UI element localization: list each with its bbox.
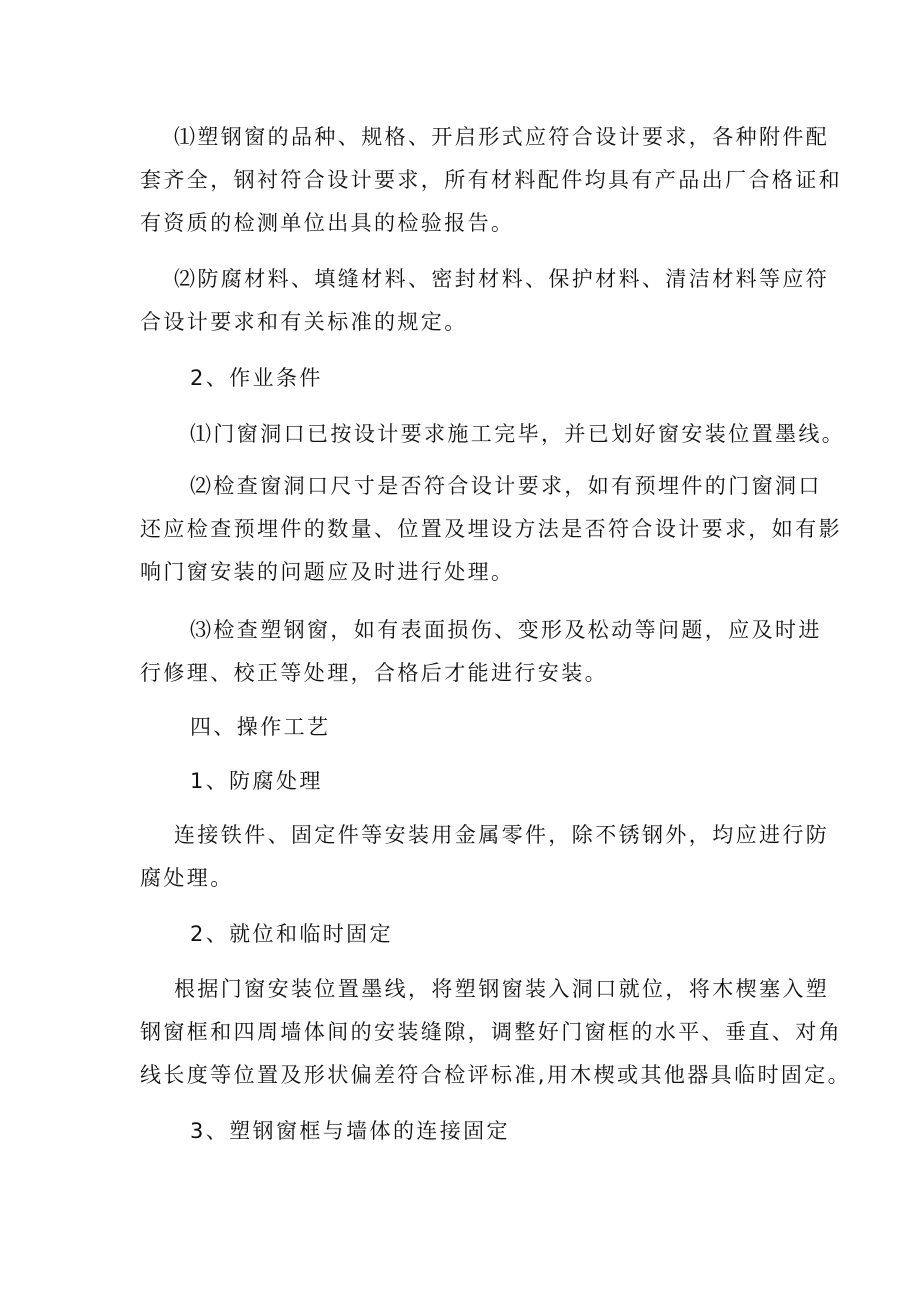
- text-line: 有资质的检测单位出具的检验报告。: [140, 211, 515, 235]
- heading-process: [140, 706, 800, 749]
- paragraph-anticorrosion: [140, 814, 830, 900]
- text-line: 还应检查预埋件的数量、位置及埋设方法是否符合设计要求，如有影: [140, 517, 842, 541]
- text-line: 行修理、校正等处理，合格后才能进行安装。: [140, 661, 608, 685]
- heading-positioning: [140, 913, 800, 956]
- text-line: ⑵检查窗洞口尺寸是否符合设计要求，如有预埋件的门窗洞口: [190, 474, 822, 498]
- paragraph-material-requirements: [140, 116, 842, 245]
- heading-work-conditions: [140, 357, 800, 400]
- paragraph-check-opening: [140, 465, 842, 594]
- text-line: 连接铁件、固定件等安装用金属零件，除不锈钢外，均应进行防: [174, 823, 830, 847]
- text-line: ⑵防腐材料、填缝材料、密封材料、保护材料、清洁材料等应符: [174, 267, 830, 291]
- heading-connection: [140, 1110, 800, 1153]
- text-line: 响门窗安装的问题应及时进行处理。: [140, 560, 515, 584]
- text-line: 套齐全，钢衬符合设计要求，所有材料配件均具有产品出厂合格证和: [140, 168, 842, 192]
- paragraph-auxiliary-materials: [140, 258, 830, 344]
- text-line: 根据门窗安装位置墨线，将塑钢窗装入洞口就位，将木楔塞入塑: [174, 977, 830, 1001]
- paragraph-positioning: [140, 968, 852, 1097]
- heading-anticorrosion: [140, 760, 800, 803]
- paragraph-opening-ready: [140, 413, 846, 456]
- heading-text: 1、防腐处理: [190, 769, 323, 793]
- text-line: ⑴塑钢窗的品种、规格、开启形式应符合设计要求，各种附件配: [174, 125, 830, 149]
- paragraph-check-window: [140, 609, 822, 695]
- heading-text: 四、操作工艺: [190, 715, 331, 739]
- text-line: ⑴门窗洞口已按设计要求施工完毕，并已划好窗安装位置墨线。: [190, 422, 846, 446]
- text-line: ⑶检查塑钢窗，如有表面损伤、变形及松动等问题，应及时进: [190, 618, 822, 642]
- text-line: 线长度等位置及形状偏差符合检评标准,用木楔或其他器具临时固定。: [140, 1063, 852, 1087]
- heading-text: 3、塑钢窗框与墙体的连接固定: [190, 1119, 510, 1143]
- text-line: 合设计要求和有关标准的规定。: [140, 310, 468, 334]
- text-line: 钢窗框和四周墙体间的安装缝隙，调整好门窗框的水平、垂直、对角: [140, 1020, 842, 1044]
- heading-text: 2、作业条件: [190, 366, 323, 390]
- heading-text: 2、就位和临时固定: [190, 922, 393, 946]
- text-line: 腐处理。: [140, 866, 234, 890]
